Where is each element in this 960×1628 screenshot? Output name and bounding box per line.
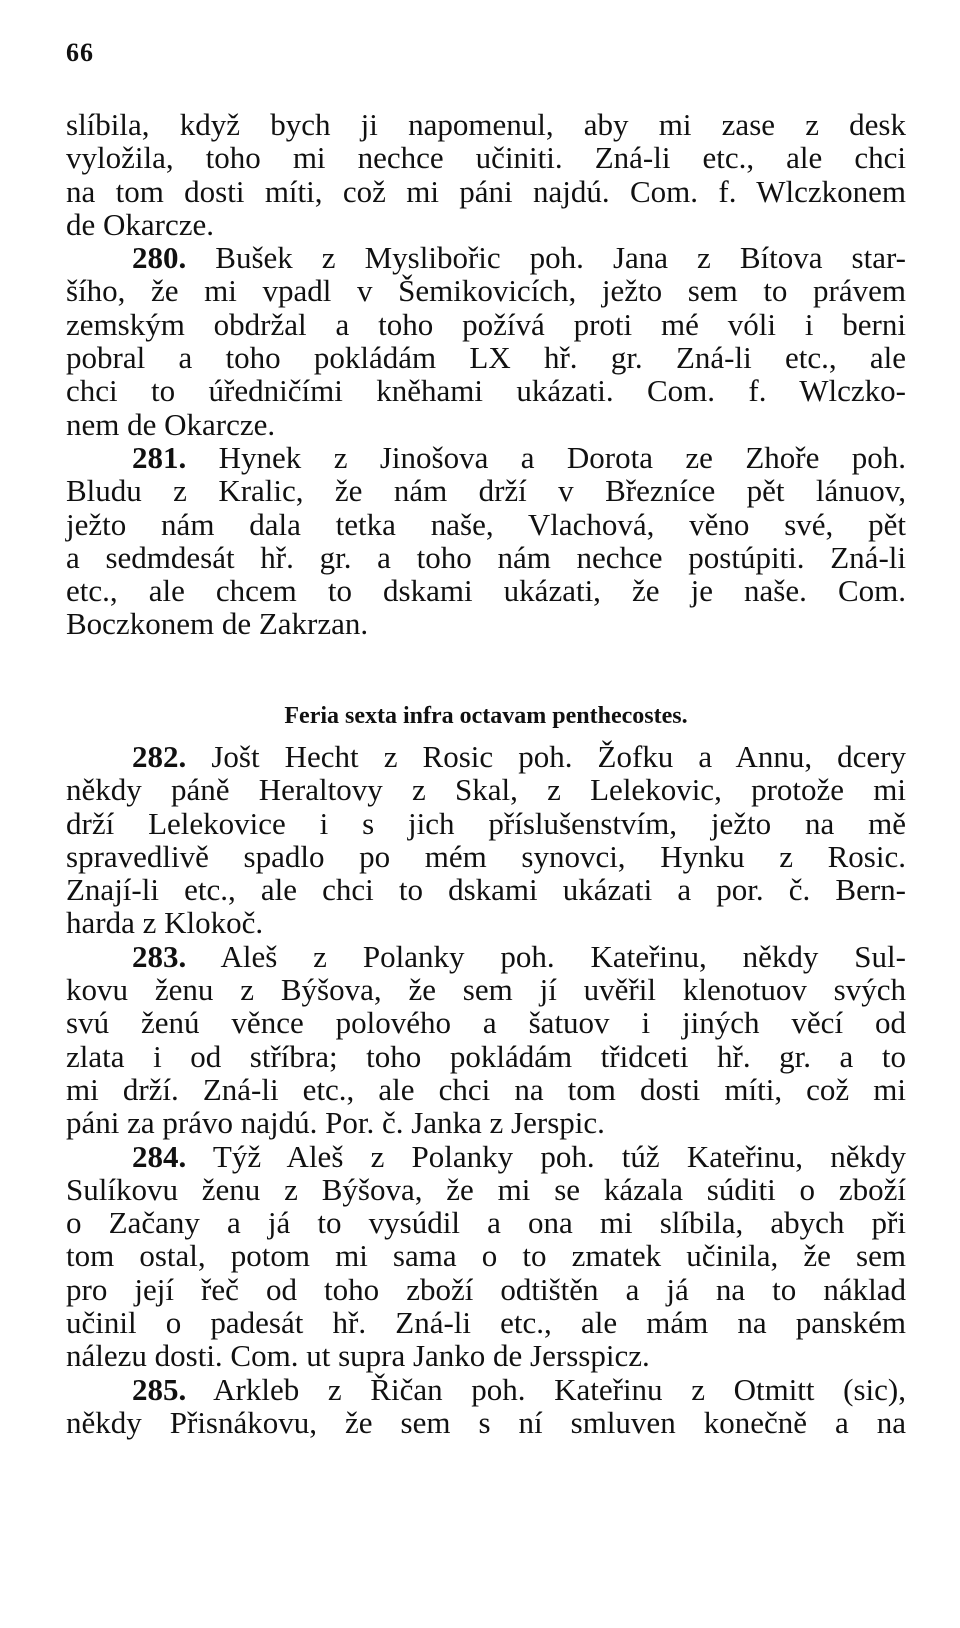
text-line <box>66 940 906 973</box>
text-line <box>66 341 906 374</box>
text-line <box>66 740 906 773</box>
line-text: de Okarcze. <box>66 206 215 242</box>
entry-number: 285. <box>132 1371 187 1407</box>
line-text: páni za právo najdú. Por. č. Janka z Jerspic. <box>66 1105 605 1141</box>
line-text: harda z Klokoč. <box>66 905 264 941</box>
text-line <box>66 1040 906 1073</box>
text-line <box>66 1106 906 1139</box>
line-text: o Začany a já to vysúdil a ona mi slíbila, abych při <box>66 1205 906 1241</box>
text-line <box>66 141 906 174</box>
line-text: Aleš z Polanky poh. Kateřinu, někdy Sul- <box>186 938 906 974</box>
line-text: zlata i od stříbra; toho pokládám třidceti hř. gr. a to <box>66 1038 906 1074</box>
line-text: svú ženú věnce polového a šatuov i jiných věcí od <box>66 1005 906 1041</box>
line-text: ježto nám dala tetka naše, Vlachová, věno své, pět <box>66 506 906 542</box>
line-text: tom ostal, potom mi sama o to zmatek učinila, že sem <box>66 1238 906 1274</box>
text-line <box>66 1006 906 1039</box>
line-text: Týž Aleš z Polanky poh. túž Kateřinu, někdy <box>186 1138 906 1174</box>
text-line <box>66 607 906 640</box>
text-line <box>66 1339 906 1372</box>
entry-number: 280. <box>132 240 187 276</box>
line-text: Sulíkovu ženu z Býšova, že mi se kázala súditi o zboží <box>66 1171 906 1207</box>
line-text: nálezu dosti. Com. ut supra Janko de Jersspicz. <box>66 1338 650 1374</box>
line-text: někdy páně Heraltovy z Skal, z Lelekovic, protože mi <box>66 772 906 808</box>
text-line <box>66 108 906 141</box>
line-text: šího, že mi vpadl v Šemikovicích, ježto sem to právem <box>66 273 906 309</box>
line-text: Znají-li etc., ale chci to dskami ukázati a por. č. Bern- <box>66 872 906 908</box>
text-line <box>66 1306 906 1339</box>
text-line <box>66 1073 906 1106</box>
text-line <box>66 175 906 208</box>
text-line <box>66 1206 906 1239</box>
text-line <box>66 906 906 939</box>
line-text: slíbila, když bych ji napomenul, aby mi zase z desk <box>66 107 906 142</box>
line-text: vyložila, toho mi nechce učiniti. Zná-li etc., ale chci <box>66 140 906 176</box>
line-text: a sedmdesát hř. gr. a toho nám nechce postúpiti. Zná-li <box>66 539 906 575</box>
line-text: Hynek z Jinošova a Dorota ze Zhoře poh. <box>186 439 906 475</box>
page-number: 66 <box>66 38 94 67</box>
line-text: kovu ženu z Býšova, že sem jí uvěřil klenotuov svých <box>66 972 906 1008</box>
text-line <box>66 574 906 607</box>
line-text: Bludu z Kralic, že nám drží v Březníce pět lánuov, <box>66 473 906 509</box>
text-block-upper <box>66 108 906 641</box>
text-line <box>66 208 906 241</box>
line-text: někdy Přisnákovu, že sem s ní smluven konečně a na <box>66 1404 906 1440</box>
line-text: Arkleb z Řičan poh. Kateřinu z Otmitt (sic), <box>186 1371 906 1407</box>
line-text: Bušek z Myslibořic poh. Jana z Bítova star- <box>186 240 906 276</box>
line-text: zemským obdržal a toho požívá proti mé vóli i berni <box>66 306 906 342</box>
text-line <box>66 541 906 574</box>
text-line <box>66 241 906 274</box>
line-text: chci to úředničími kněhami ukázati. Com. f. Wlczko- <box>66 373 906 409</box>
text-line <box>66 441 906 474</box>
section-heading: Feria sexta infra octavam penthecostes. <box>284 703 688 729</box>
text-line <box>66 807 906 840</box>
entry-number: 283. <box>132 938 187 974</box>
text-line <box>66 474 906 507</box>
line-text: Boczkonem de Zakrzan. <box>66 606 369 642</box>
text-line <box>66 840 906 873</box>
text-line <box>66 1406 906 1439</box>
line-text: spravedlivě spadlo po mém synovci, Hynku z Rosic. <box>66 838 906 874</box>
line-text: učinil o padesát hř. Zná-li etc., ale mám na panském <box>66 1305 906 1341</box>
text-line <box>66 374 906 407</box>
text-line <box>66 508 906 541</box>
line-text: drží Lelekovice i s jich příslušenstvím, ježto na mě <box>66 805 906 841</box>
text-line <box>66 873 906 906</box>
text-line <box>66 308 906 341</box>
line-text: etc., ale chcem to dskami ukázati, že je naše. Com. <box>66 573 906 609</box>
line-text: pro její řeč od toho zboží odtištěn a já na to náklad <box>66 1271 906 1307</box>
entry-number: 282. <box>132 739 187 774</box>
text-line <box>66 773 906 806</box>
text-line <box>66 973 906 1006</box>
line-text: mi drží. Zná-li etc., ale chci na tom dosti míti, což mi <box>66 1071 906 1107</box>
text-line <box>66 1239 906 1272</box>
entry-number: 284. <box>132 1138 187 1174</box>
text-line <box>66 1273 906 1306</box>
line-text: pobral a toho pokládám LX hř. gr. Zná-li etc., ale <box>66 340 906 376</box>
text-line <box>66 408 906 441</box>
text-line <box>66 1173 906 1206</box>
text-line <box>66 1373 906 1406</box>
text-line <box>66 1140 906 1173</box>
line-text: nem de Okarcze. <box>66 406 276 442</box>
line-text: na tom dosti míti, což mi páni najdú. Com. f. Wlczkonem <box>66 173 906 209</box>
text-line <box>66 274 906 307</box>
text-block-lower <box>66 740 906 1439</box>
entry-number: 281. <box>132 439 187 475</box>
line-text: Jošt Hecht z Rosic poh. Žofku a Annu, dcery <box>186 739 906 774</box>
